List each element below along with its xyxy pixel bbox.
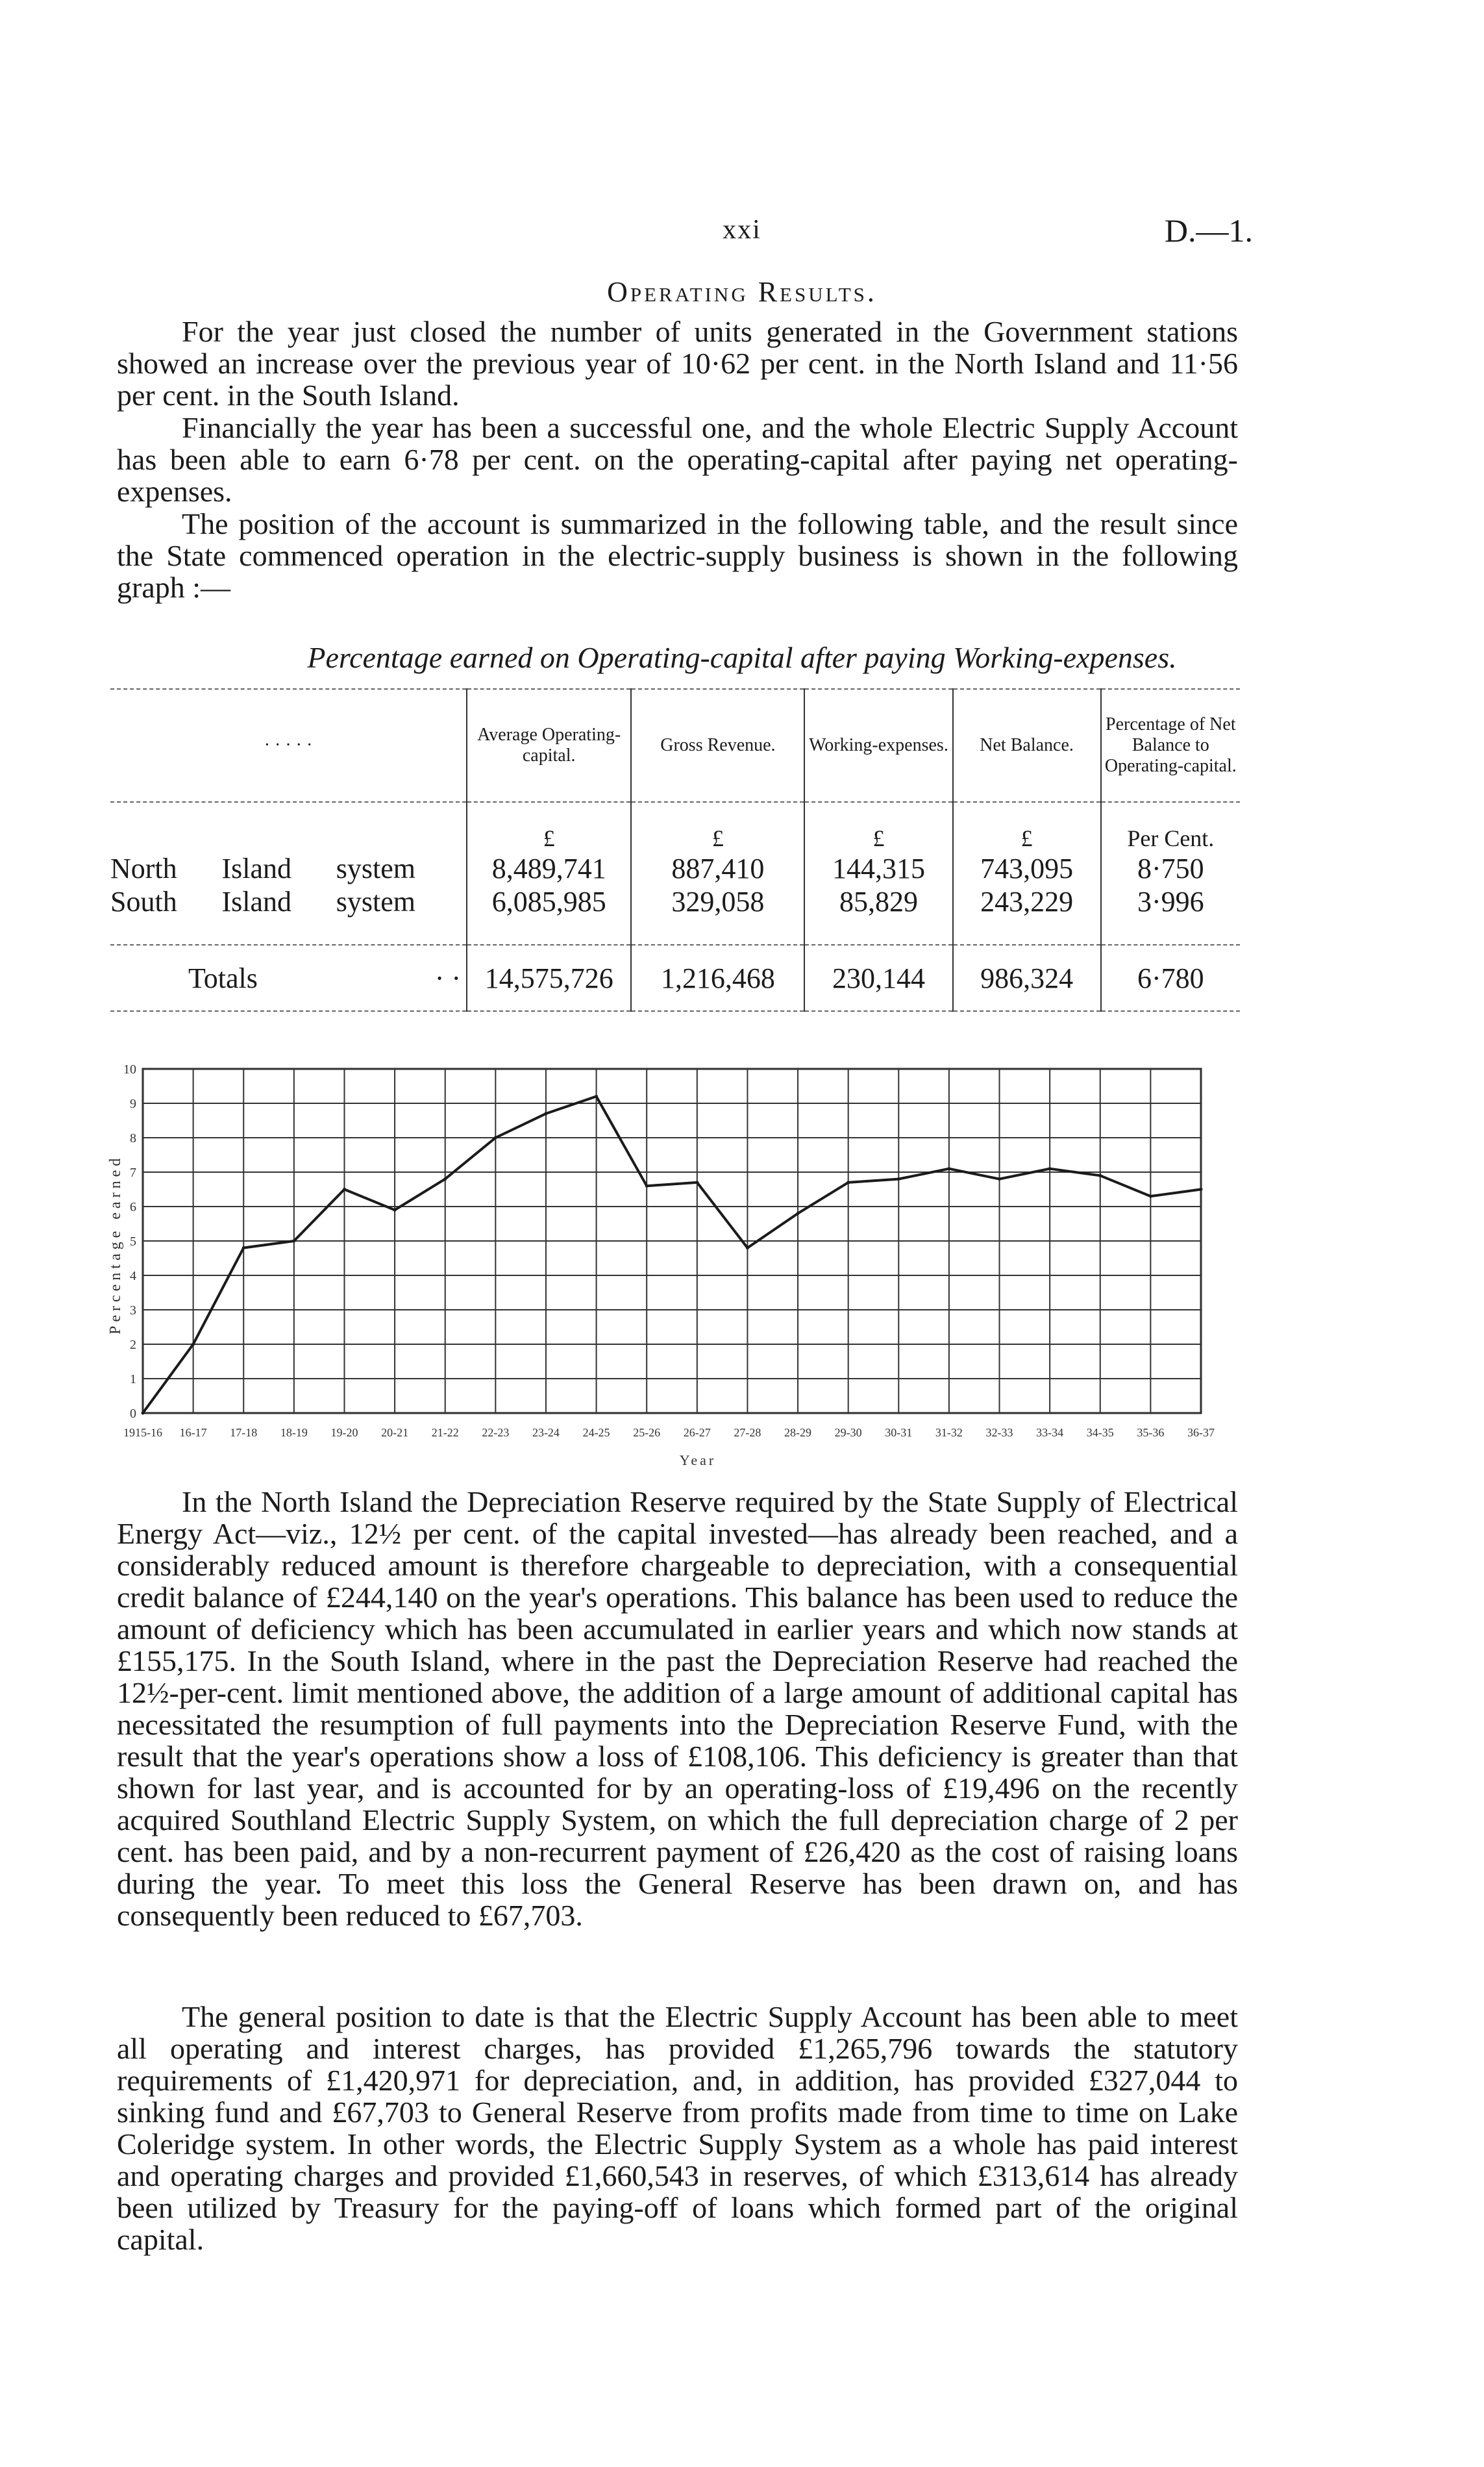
data-point bbox=[695, 1181, 699, 1184]
data-point bbox=[142, 1412, 145, 1415]
data-point bbox=[645, 1184, 649, 1188]
y-tick-label: 1 bbox=[130, 1372, 136, 1386]
section-title: Operating Results. bbox=[607, 276, 877, 308]
data-point bbox=[343, 1188, 346, 1191]
total-cell: 230,144 bbox=[804, 945, 952, 1011]
y-tick-label: 0 bbox=[130, 1407, 136, 1421]
x-tick-label: 1915-16 bbox=[123, 1426, 162, 1439]
totals-label: Totals · · bbox=[188, 962, 461, 994]
percentage-line-chart bbox=[97, 1052, 1240, 1481]
data-point bbox=[998, 1177, 1001, 1181]
financial-table bbox=[110, 688, 1240, 1012]
x-tick-label: 26-27 bbox=[683, 1426, 711, 1439]
x-tick-label: 16-17 bbox=[179, 1426, 207, 1439]
data-point bbox=[544, 1112, 547, 1115]
body-paragraph-2: The general position to date is that the Electric Supply Account has been able to meet all operating and interest charges, has provided £1,265,796 towards the statutory requirements of £1,420,971 for depreciation, and, in addition, has provided £327,044 to sinking fund and £67,703 to General Reserve from profits made from time to time on Lake Coleridge system. In other words, the Electric Supply System as a whole has paid interest and operating charges and provided £1,660,543 in reserves, of which £313,614 has already been utilized by Treasury for the paying-off of loans which formed part of the original capital. bbox=[117, 2000, 1238, 2256]
y-tick-label: 4 bbox=[130, 1269, 136, 1283]
y-axis-title: Percentage earned bbox=[107, 1154, 124, 1334]
x-tick-label: 28-29 bbox=[784, 1426, 812, 1439]
x-tick-label: 36-37 bbox=[1187, 1426, 1215, 1439]
header-net-balance: Net Balance. bbox=[953, 689, 1101, 802]
table-header-row bbox=[110, 689, 1240, 802]
table-title: Percentage earned on Operating-capital after paying Working-expenses. bbox=[307, 641, 1177, 674]
x-tick-label: 25-26 bbox=[633, 1426, 661, 1439]
unit-cell bbox=[110, 802, 467, 852]
x-tick-label: 31-32 bbox=[935, 1426, 963, 1439]
data-point bbox=[1149, 1195, 1152, 1198]
total-cell: 1,216,468 bbox=[631, 945, 804, 1011]
data-point bbox=[595, 1095, 598, 1098]
table-row-south bbox=[110, 885, 1240, 918]
data-point bbox=[847, 1181, 850, 1184]
unit-cell: £ bbox=[467, 802, 631, 852]
data-point bbox=[393, 1208, 397, 1212]
x-tick-label: 18-19 bbox=[280, 1426, 308, 1439]
table-cell: 144,315 bbox=[804, 852, 952, 885]
page-number: xxi bbox=[723, 215, 761, 245]
table-cell: 3·996 bbox=[1101, 885, 1240, 918]
data-point bbox=[1200, 1188, 1203, 1191]
data-point bbox=[292, 1240, 295, 1243]
total-cell: 986,324 bbox=[953, 945, 1101, 1011]
x-tick-label: 24-25 bbox=[582, 1426, 610, 1439]
header-blank: · · · · · bbox=[110, 689, 467, 802]
unit-cell: £ bbox=[631, 802, 804, 852]
table-cell: 329,058 bbox=[631, 885, 804, 918]
unit-cell: £ bbox=[953, 802, 1101, 852]
data-point bbox=[746, 1246, 749, 1249]
total-cell: 6·780 bbox=[1101, 945, 1240, 1011]
table-cell: 6,085,985 bbox=[467, 885, 631, 918]
x-tick-label: 32-33 bbox=[985, 1426, 1013, 1439]
row-label-north: North Island system bbox=[110, 853, 415, 884]
header-average-capital: Average Operating-capital. bbox=[467, 689, 631, 802]
unit-cell: Per Cent. bbox=[1101, 802, 1240, 852]
header-gross-revenue: Gross Revenue. bbox=[631, 689, 804, 802]
total-cell: 14,575,726 bbox=[467, 945, 631, 1011]
x-tick-label: 17-18 bbox=[230, 1426, 258, 1439]
intro-paragraph-1: For the year just closed the number of units generated in the Government stations showed an increase over the previous year of 10·62 per cent. in the North Island and 11·56 per cent. in the South Island. bbox=[117, 315, 1238, 412]
units-row bbox=[110, 802, 1240, 852]
series-line bbox=[143, 1096, 1201, 1413]
data-point bbox=[494, 1136, 497, 1140]
y-tick-label: 3 bbox=[130, 1303, 136, 1318]
x-tick-label: 35-36 bbox=[1137, 1426, 1165, 1439]
x-tick-label: 21-22 bbox=[431, 1426, 459, 1439]
x-tick-label: 30-31 bbox=[885, 1426, 913, 1439]
y-tick-label: 9 bbox=[130, 1097, 136, 1111]
row-label-south: South Island system bbox=[110, 886, 415, 918]
x-tick-label: 29-30 bbox=[834, 1426, 862, 1439]
y-tick-label: 6 bbox=[130, 1200, 136, 1214]
data-point bbox=[797, 1212, 800, 1215]
table-row-north bbox=[110, 852, 1240, 885]
table-cell: 8·750 bbox=[1101, 852, 1240, 885]
data-point bbox=[443, 1177, 447, 1181]
x-tick-label: 27-28 bbox=[734, 1426, 761, 1439]
table-cell: 85,829 bbox=[804, 885, 952, 918]
x-tick-label: 34-35 bbox=[1086, 1426, 1114, 1439]
table-cell: 243,229 bbox=[953, 885, 1101, 918]
data-point bbox=[947, 1167, 950, 1170]
table-cell: 8,489,741 bbox=[467, 852, 631, 885]
header-working-expenses: Working-expenses. bbox=[804, 689, 952, 802]
y-tick-label: 8 bbox=[130, 1131, 136, 1146]
x-tick-label: 20-21 bbox=[381, 1426, 409, 1439]
header-percentage: Percentage of Net Balance to Operating-capital. bbox=[1101, 689, 1240, 802]
x-tick-label: 22-23 bbox=[482, 1426, 510, 1439]
y-tick-label: 7 bbox=[130, 1166, 136, 1180]
y-tick-label: 10 bbox=[123, 1062, 136, 1077]
data-point bbox=[1098, 1174, 1102, 1177]
body-paragraph-1: In the North Island the Depreciation Reserve required by the State Supply of Electrical Energy Act—viz., 12½ per cent. of the capital invested—has already been reached, and a considerably reduced amount is therefore chargeable to depreciation, with a consequential credit balance of £244,140 on the year's operations. This balance has been used to reduce the amount of deficiency which has been accumulated in earlier years and which now stands at £155,175. In the South Island, where in the past the Depreciation Reserve had reached the 12½-per-cent. limit mentioned above, the addition of a large amount of additional capital has necessitated the resumption of full payments into the Depreciation Reserve Fund, with the result that the year's operations show a loss of £108,106. This deficiency is greater than that shown for last year, and is accounted for by an operating-loss of £19,496 on the recently acquired Southland Electric Supply System, on which the full depreciation charge of 2 per cent. has been paid, and by a non-recurrent payment of £26,420 as the cost of raising loans during the year. To meet this loss the General Reserve has been drawn on, and has consequently been reduced to £67,703. bbox=[117, 1485, 1238, 1932]
table-row-totals bbox=[110, 945, 1240, 1011]
x-tick-label: 33-34 bbox=[1036, 1426, 1064, 1439]
data-point bbox=[192, 1343, 195, 1346]
data-point bbox=[242, 1246, 245, 1249]
document-reference: D.—1. bbox=[1164, 212, 1253, 249]
data-point bbox=[1048, 1167, 1052, 1170]
y-tick-label: 5 bbox=[130, 1234, 136, 1249]
y-tick-label: 2 bbox=[130, 1338, 136, 1352]
unit-cell: £ bbox=[804, 802, 952, 852]
table-cell: 887,410 bbox=[631, 852, 804, 885]
intro-paragraph-2: Financially the year has been a successful one, and the whole Electric Supply Account has been able to earn 6·78 per cent. on the operating-capital after paying net operating-expenses. bbox=[117, 411, 1238, 508]
x-axis-title: Year bbox=[679, 1452, 717, 1468]
table-cell: 743,095 bbox=[953, 852, 1101, 885]
x-tick-label: 19-20 bbox=[330, 1426, 358, 1439]
intro-paragraph-3: The position of the account is summarized in the following table, and the result since the State commenced operation in the electric-supply business is shown in the following graph :— bbox=[117, 507, 1238, 604]
data-point bbox=[897, 1177, 900, 1181]
x-tick-label: 23-24 bbox=[532, 1426, 560, 1439]
